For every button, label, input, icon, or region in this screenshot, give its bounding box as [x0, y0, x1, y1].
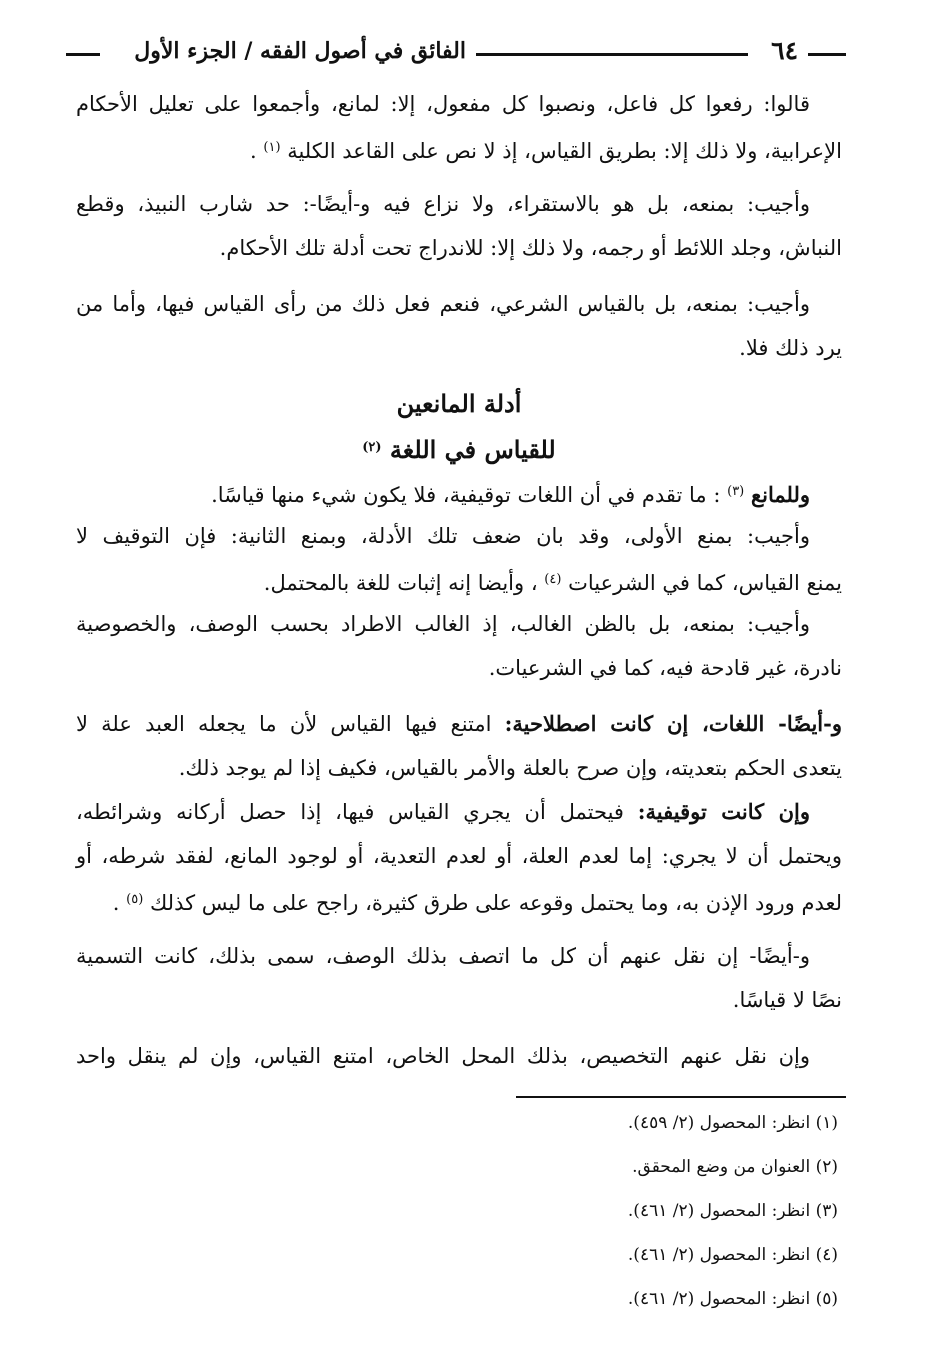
- paragraph-5: [76, 514, 842, 602]
- footnote-item: (٥) انظر: المحصول (٢/ ٤٦١).: [627, 1289, 838, 1309]
- footnote-ref: (٢): [362, 440, 382, 455]
- footnote-item: (١) انظر: المحصول (٢/ ٤٥٩).: [627, 1113, 838, 1133]
- text-line: ويحتمل أن لا يجري: إما لعدم العلة، أو لعدم التعدية، أو لوجود المانع، لفقد شرطه، أو: [76, 844, 842, 868]
- footnote-item: (٤) انظر: المحصول (٢/ ٤٦١).: [627, 1245, 838, 1265]
- line-text-bold: وإن كانت توقيفية:: [637, 799, 811, 824]
- text-line: وأجيب: بمنعه، بل بالقياس الشرعي، فنعم فعل ذلك من رأى القياس فيها، وأما من: [76, 292, 810, 316]
- line-text: الإعرابية، ولا ذلك إلا: بطريق القياس، إذ لا نص على القاعد الكلية: [287, 139, 842, 163]
- text-line: قالوا: رفعوا كل فاعل، ونصبوا كل مفعول، إلا: لمانع، وأجمعوا على تعليل الأحكام: [76, 92, 810, 116]
- text-line: النباش، وجلد اللائط أو رجمه، ولا ذلك إلا: للاندراج تحت أدلة تلك الأحكام.: [219, 236, 842, 260]
- text-line: وإن نقل عنهم التخصيص، بذلك المحل الخاص، امتنع القياس، وإن لم ينقل واحد: [76, 1044, 810, 1068]
- line-text: فيحتمل أن يجري القياس فيها، إذا حصل أركانه وشرائطه،: [76, 800, 638, 824]
- text-line: و-أيضًا- إن نقل عنهم أن كل ما اتصف بذلك الوصف، سمى بذلك، كانت التسمية: [76, 944, 810, 968]
- main-text: [76, 82, 842, 1078]
- text-line: [76, 470, 842, 514]
- text-line: يرد ذلك فلا.: [739, 336, 842, 360]
- text-line: [76, 558, 842, 602]
- paragraph-8: [76, 790, 842, 922]
- paragraph-4: [76, 470, 842, 514]
- footnote-ref: (٣): [727, 484, 745, 499]
- paragraph-10: [76, 1034, 842, 1078]
- paragraph-6: [76, 602, 842, 690]
- line-text-bold: و-أيضًا- اللغات، إن كانت اصطلاحية:: [504, 711, 842, 736]
- footnote-separator: [516, 1096, 846, 1098]
- footnote-item: (٢) العنوان من وضع المحقق.: [632, 1157, 838, 1177]
- line-text: لعدم ورود الإذن به، وما يحتمل وقوعه على طرق كثيرة، راجح على ما ليس كذلك: [149, 891, 842, 915]
- text-line: وأجيب: بمنعه، بل بالظن الغالب، إذ الغالب الاطراد بحسب الوصف، والخصوصية: [76, 612, 810, 636]
- line-text: ، وأيضا إنه إثبات للغة بالمحتمل.: [263, 571, 538, 595]
- paragraph-2: [76, 182, 842, 270]
- section-subheading: [76, 426, 842, 470]
- line-text: .: [250, 139, 257, 163]
- footnotes: [98, 1101, 838, 1321]
- line-text: وللمانع: [750, 482, 810, 507]
- header-rule-right: [808, 53, 846, 56]
- footnote-ref: (١): [263, 140, 281, 155]
- page-number: ٦٤: [771, 36, 798, 65]
- header-rule-middle: [476, 53, 748, 56]
- subheading-text: للقياس في اللغة: [389, 435, 556, 464]
- section-heading: أدلة المانعين: [396, 389, 522, 418]
- footnote-item: (٣) انظر: المحصول (٢/ ٤٦١).: [627, 1201, 838, 1221]
- paragraph-7: [76, 702, 842, 790]
- text-line: [76, 126, 842, 170]
- text-line: وأجيب: بمنعه، بل هو بالاستقراء، ولا نزاع فيه و-أيضًا-: حد شارب النبيذ، وقطع: [76, 192, 810, 216]
- text-line: [76, 702, 842, 746]
- line-text: امتنع فيها القياس لأن ما يجعله العبد علة لا: [76, 712, 505, 736]
- paragraph-9: [76, 934, 842, 1022]
- line-text: : ما تقدم في أن اللغات توقيفية، فلا يكون شيء منها قياسًا.: [211, 483, 721, 507]
- text-line: نصًا لا قياسًا.: [732, 988, 842, 1012]
- text-line: وأجيب: بمنع الأولى، وقد بان ضعف تلك الأدلة، وبمنع الثانية: فإن التوقيف لا: [76, 524, 810, 548]
- text-line: [76, 878, 842, 922]
- line-text: يمنع القياس، كما في الشرعيات: [568, 571, 842, 595]
- text-line: [76, 790, 842, 834]
- footnote-ref: (٤): [544, 572, 562, 587]
- paragraph-1: [76, 82, 842, 170]
- footnote-ref: (٥): [126, 892, 144, 907]
- paragraph-3: [76, 282, 842, 370]
- text-line: نادرة، غير قادحة فيه، كما في الشرعيات.: [488, 656, 842, 680]
- running-header: [66, 34, 846, 74]
- text-line: يتعدى الحكم بتعديته، وإن صرح بالعلة والأمر بالقياس، فكيف إذا لم يوجد ذلك.: [178, 756, 842, 780]
- header-rule-left: [66, 53, 100, 56]
- line-text: .: [112, 891, 120, 915]
- running-title: الفائق في أصول الفقه / الجزء الأول: [134, 38, 466, 64]
